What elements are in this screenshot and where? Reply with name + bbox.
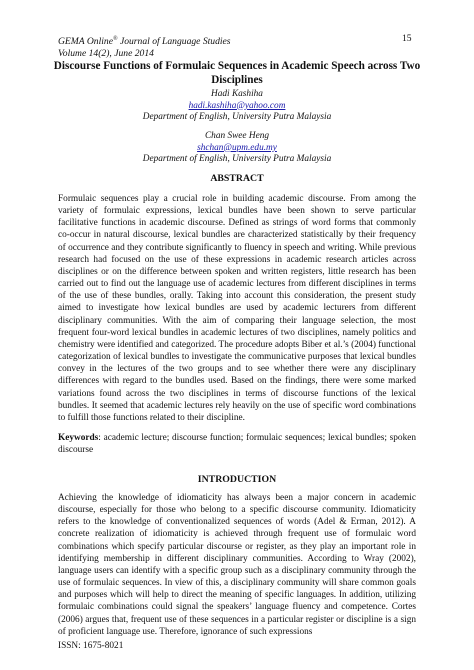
- author-name: Hadi Kashiha: [211, 89, 263, 99]
- abstract-heading: ABSTRACT: [210, 173, 264, 184]
- keywords-text: : academic lecture; discourse function; formulaic sequences; lexical bundles; spoken discourse: [58, 433, 416, 456]
- introduction-heading: INTRODUCTION: [197, 474, 277, 485]
- abstract-text: Formulaic sequences play a crucial role in building academic discourse. From among the variety of formulaic expressions, lexical bundles have been shown to serve particular facilitative functions in academic discourse. Defined as strings of word forms that commonly co-occur in natural discourse, lexical bundles are characterized statistically by their frequency of occurrence and they contribute significantly to fluency in speech and writing. While previous research had focused on the use of these expressions in academic research articles across disciplines or on the difference between spoken and written registers, little research has been carried out to find out the language use of academic lectures from different disciplines in terms of the use of these bundles, orally. Taking into account this consideration, the present study aimed to investigate how lexical bundles are used by academic lecturers from different disciplinary communities. With the aim of comparing their language selection, the most frequent four-word lexical bundles in academic lectures of two disciplines, namely politics and chemistry were identified and categorized. The procedure adopts Biber et al.’s (2004) functional categorization of lexical bundles to investigate the communicative purposes that lexical bundles convey in the lectures of the two groups and to see whether there were any disciplinary differences with regard to the bundles used. Based on the findings, there were some marked variations found across the two disciplines in terms of discourse functions of the lexical bundles. It seemed that academic lectures rely heavily on the use of specific word combinations to fulfill those functions related to their discipline.: [58, 194, 416, 423]
- journal-name: GEMA Online: [58, 36, 113, 48]
- keywords-label: Keywords: [58, 433, 99, 443]
- author-email-link[interactable]: shchan@upm.edu.my: [197, 142, 277, 153]
- introduction-text: Achieving the knowledge of idiomaticity has always been a major concern in academic discourse, especially for those who belong to a specific discourse community. Idiomaticity refers to the knowledge of conventionalized sequences of words (Adel & Erman, 2012). A concrete realization of idiomaticity is achieved through frequent use of formulaic word combinations which specify particular discourse or register, as they play an important role in identifying membership in different disciplinary communities. According to Wray (2002), language users can identify with a specific group such as a disciplinary community through the use of formulaic sequences. In view of this, a disciplinary community will share common goals and purposes which will help to direct the meaning of specific languages. In addition, utilizing formulaic combinations could signal the speakers’ language fluency and competence. Cortes (2006) argues that, frequent use of these sequences in a particular register or discipline is a sign of proficient language use. Therefore, ignorance of such expressions: [58, 493, 416, 637]
- registered-mark: ®: [112, 36, 118, 42]
- page-number: 15: [402, 33, 412, 44]
- journal-line: [58, 33, 418, 48]
- paper-title: Discourse Functions of Formulaic Sequences in Academic Speech across Two Disciplines: [53, 60, 421, 86]
- author-email-link[interactable]: hadi.kashiha@yahoo.com: [188, 100, 286, 111]
- issn-footer: ISSN: 1675-8021: [58, 641, 124, 651]
- author-block-2: [40, 131, 434, 166]
- author-affiliation: Department of English, University Putra Malaysia: [142, 112, 332, 123]
- running-header: [58, 33, 418, 60]
- author-affiliation: Department of English, University Putra Malaysia: [142, 154, 332, 165]
- author-name: Chan Swee Heng: [204, 131, 270, 141]
- author-block-1: [40, 89, 434, 124]
- volume-line: Volume 14(2), June 2014: [58, 48, 154, 60]
- keywords-paragraph: [58, 432, 416, 456]
- journal-name-rest: Journal of Language Studies: [117, 36, 231, 48]
